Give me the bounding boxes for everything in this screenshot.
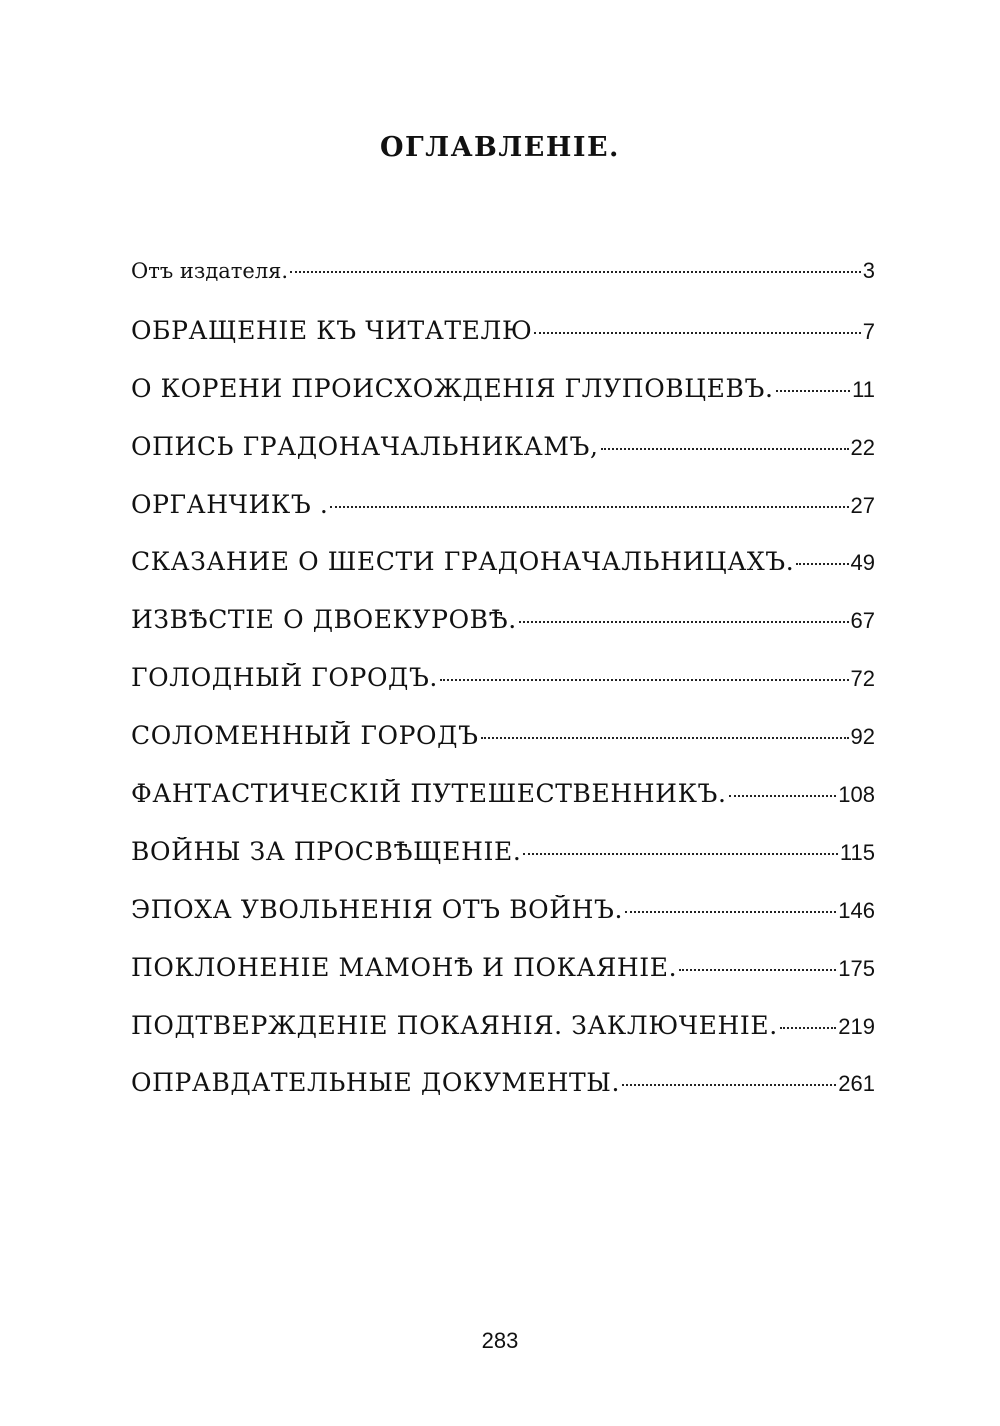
dot-leader [523, 853, 838, 855]
toc-entry [131, 432, 875, 490]
toc-entry-page: 3 [862, 258, 875, 283]
toc-entry-title: ГОЛОДНЫЙ ГОРОДЪ. [131, 663, 438, 693]
toc-entry-page: 92 [850, 724, 875, 750]
dot-leader [780, 1027, 836, 1029]
toc-entry [131, 1011, 875, 1069]
toc-entry [131, 258, 875, 316]
toc-entry-title: ОБРАЩЕНІЕ КЪ ЧИТАТЕЛЮ [131, 315, 533, 345]
toc-entry-page: 115 [839, 839, 875, 865]
page-title: ОГЛАВЛЕНІЕ. [380, 132, 620, 163]
toc-entry-title: О КОРЕНИ ПРОИСХОЖДЕНІЯ ГЛУПОВЦЕВЪ. [131, 373, 774, 403]
dot-leader [776, 390, 851, 392]
dot-leader [622, 1084, 836, 1086]
toc-entry-page: 72 [850, 666, 875, 692]
dot-leader [330, 506, 848, 508]
table-of-contents [131, 258, 875, 1126]
toc-entry-title: СКАЗАНИЕ О ШЕСТИ ГРАДОНАЧАЛЬНИЦАХЪ. [131, 547, 795, 577]
toc-entry-title: ВОЙНЫ ЗА ПРОСВѢЩЕНІЕ. [131, 836, 522, 866]
toc-entry-title: ФАНТАСТИЧЕСКІЙ ПУТЕШЕСТВЕННИКЪ. [131, 779, 727, 809]
toc-entry-page: 49 [850, 550, 875, 576]
toc-entry [131, 779, 875, 837]
toc-entry [131, 895, 875, 953]
dot-leader [481, 737, 849, 739]
toc-entry-title: ЭПОХА УВОЛЬНЕНІЯ ОТЪ ВОЙНЪ. [131, 894, 624, 924]
toc-entry-title: СОЛОМЕННЫЙ ГОРОДЪ [131, 721, 479, 751]
toc-entry [131, 837, 875, 895]
toc-entry [131, 1068, 875, 1126]
toc-entry [131, 316, 875, 374]
toc-entry-page: 11 [852, 376, 875, 402]
toc-entry-title: ИЗВѢСТІЕ О ДВОЕКУРОВѢ. [131, 605, 517, 635]
toc-entry-page: 27 [850, 492, 875, 518]
toc-entry-page: 175 [838, 955, 875, 981]
toc-entry [131, 605, 875, 663]
dot-leader [519, 621, 849, 623]
dot-leader [290, 271, 861, 273]
toc-entry-title: Отъ издателя. [131, 259, 289, 283]
toc-entry [131, 490, 875, 548]
page-number: 283 [481, 1328, 519, 1353]
dot-leader [729, 795, 837, 797]
toc-entry-title: ОРГАНЧИКЪ . [131, 489, 329, 519]
toc-entry [131, 547, 875, 605]
dot-leader [679, 969, 836, 971]
toc-entry-page: 108 [838, 782, 875, 808]
toc-entry [131, 721, 875, 779]
dot-leader [796, 563, 848, 565]
dot-leader [601, 448, 849, 450]
toc-entry-page: 219 [838, 1013, 875, 1039]
toc-entry-title: ПОКЛОНЕНІЕ МАМОНѢ И ПОКАЯНІЕ. [131, 952, 678, 982]
toc-entry-page: 261 [838, 1071, 875, 1097]
toc-entry-page: 67 [850, 608, 875, 634]
toc-entry-title: ПОДТВЕРЖДЕНІЕ ПОКАЯНІЯ. ЗАКЛЮЧЕНІЕ. [131, 1010, 778, 1040]
toc-entry-title: ОПИСЬ ГРАДОНАЧАЛЬНИКАМЪ, [131, 431, 599, 461]
dot-leader [440, 679, 849, 681]
toc-entry-page: 146 [838, 897, 875, 923]
toc-entry [131, 374, 875, 432]
toc-entry [131, 953, 875, 1011]
toc-entry-page: 22 [850, 434, 875, 460]
toc-entry-title: ОПРАВДАТЕЛЬНЫЕ ДОКУМЕНТЫ. [131, 1068, 621, 1098]
toc-entry-page: 7 [862, 318, 875, 344]
toc-entry [131, 663, 875, 721]
dot-leader [625, 911, 836, 913]
dot-leader [534, 332, 860, 334]
